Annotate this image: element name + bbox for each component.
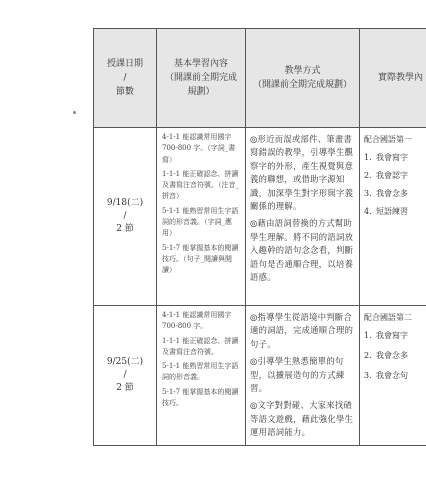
row-date: 9/25(二) (106, 357, 144, 367)
method-item: ◎形近而誤或部件、筆畫書寫錯誤的教學，引導學生觀察字的外形，產生視覺與意義的聯想，或借助字源知識，加深學生對字形與字義關係的理解。 (250, 134, 354, 212)
table-row (94, 306, 426, 446)
content-cell (157, 128, 246, 306)
header-actual-title: 實際教學內 (378, 73, 424, 83)
header-content-sub2: 規劃） (187, 87, 215, 97)
actual-item-text: 我會寫字 (376, 153, 408, 162)
header-method-title: 教學方式 (284, 66, 321, 76)
row-date: 9/18(二) (106, 198, 144, 208)
content-item: 4-1-1 能認識常用國字 700-800 字。（字詞_書寫） (162, 133, 236, 164)
actual-item-text: 我會念句 (376, 371, 408, 380)
header-actual-teaching (360, 29, 426, 128)
actual-cell (360, 306, 426, 446)
method-cell (246, 306, 360, 446)
table-header-row (94, 29, 426, 128)
row-slash: / (123, 211, 127, 221)
actual-item-text: 我會念多 (376, 351, 408, 360)
actual-item-number: 4. (364, 207, 372, 216)
content-item: 1-1-1 能正確認念、拼讀及書寫注音符號。（注音_拼音） (162, 169, 239, 201)
actual-item-number: 3. (364, 189, 372, 198)
actual-item-text: 短語練習 (376, 207, 408, 216)
actual-item (364, 349, 426, 363)
method-item: ◎文字對對碰、大家來找碴等語文遊戲，藉此強化學生運用語詞能力。 (250, 400, 354, 438)
actual-intro: 配合國語第二 (364, 313, 412, 322)
header-date-periods (94, 29, 157, 128)
content-item: 5-1-1 能熟習常用生字語詞的形音義。（字詞_應用） (162, 206, 239, 238)
header-periods-label: 節數 (115, 87, 134, 97)
content-item: 5-1-1 能熟習常用生字語詞的形音義。 (162, 362, 239, 382)
method-cell (246, 128, 360, 306)
actual-item-text: 我會認字 (376, 171, 408, 180)
actual-item (364, 205, 426, 219)
date-cell (94, 306, 157, 446)
row-periods: 2 節 (116, 383, 134, 393)
actual-item-number: 2. (364, 351, 372, 360)
date-cell (94, 128, 157, 306)
header-basic-content (157, 29, 246, 128)
method-item: ◎引導學生熟悉簡單的句型，以擴展造句的方式練習。 (250, 356, 345, 394)
header-content-sub1: （開課前全期完成 (164, 73, 237, 83)
header-date-label: 授課日期 (106, 59, 143, 69)
actual-item (364, 329, 426, 343)
content-item: 1-1-1 能正確認念、拼讀及書寫注音符號。 (162, 336, 239, 356)
actual-item (364, 169, 426, 183)
header-content-title: 基本學習內容 (173, 59, 228, 69)
content-item: 5-1-7 能掌握基本的閱讀技巧。 (162, 387, 239, 408)
header-teaching-method (246, 29, 360, 128)
header-slash: / (123, 73, 127, 83)
actual-item-text: 我會念多 (376, 189, 408, 198)
content-item: 5-1-7 能掌握基本的閱讀技巧。（句子_閱讀與閱讀） (162, 243, 239, 275)
method-item: ◎指導學生從語境中判斷合適的詞語，完成通順合理的句子。 (250, 312, 354, 349)
actual-item-number: 1. (364, 153, 372, 162)
actual-item (364, 187, 426, 201)
actual-item-number: 1. (364, 331, 372, 340)
teaching-plan-table (93, 28, 426, 446)
table-row (94, 128, 426, 306)
header-method-sub: （開課前全期完成規劃） (252, 80, 352, 90)
row-periods: 2 節 (116, 224, 134, 234)
actual-intro: 配合國語第一 (364, 135, 412, 144)
method-item: ◎藉由語詞替換的方式幫助學生理解。將不同的語詞放入趣幹的語句念念看，判斷語句是否通順合理，以培養語感。 (250, 218, 354, 283)
actual-item-text: 我會寫字 (376, 331, 408, 340)
actual-item (364, 369, 426, 383)
row-slash: / (123, 370, 127, 380)
content-item: 4-1-1 能認識常用國字 700-800 字。 (162, 311, 232, 331)
actual-item-number: 3. (364, 371, 372, 380)
margin-mark (73, 111, 76, 114)
actual-cell (360, 128, 426, 306)
actual-item (364, 151, 426, 165)
content-cell (157, 306, 246, 446)
actual-item-number: 2. (364, 171, 372, 180)
